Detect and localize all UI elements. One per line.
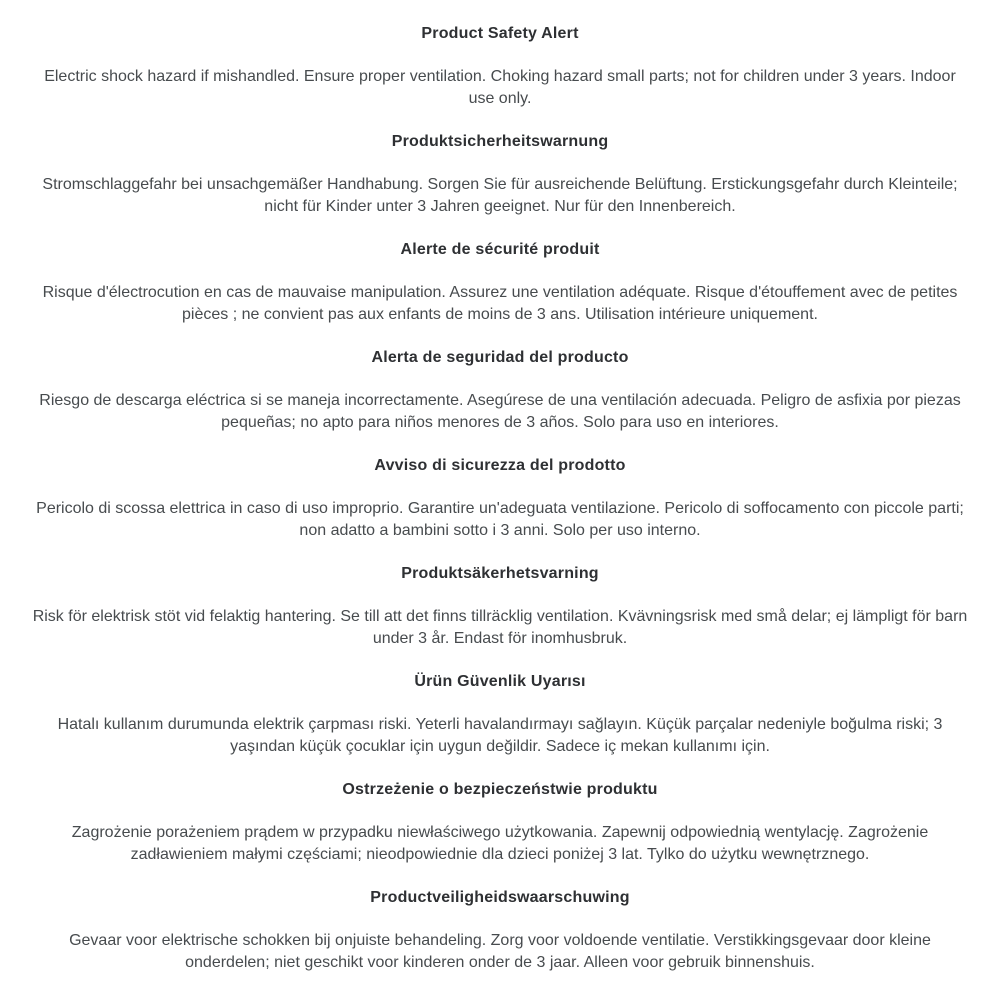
- section-body-english: Electric shock hazard if mishandled. Ensure proper ventilation. Choking hazard small parts; not for children under 3 years. Indoor use only.: [44, 68, 956, 107]
- safety-section-english: [32, 23, 968, 110]
- section-body-german: Stromschlaggefahr bei unsachgemäßer Handhabung. Sorgen Sie für ausreichende Belüftung. Erstickungsgefahr durch Kleinteile; nicht für Kinder unter 3 Jahren geeignet. Nur für den Innenbereich.: [42, 176, 958, 215]
- safety-section-turkish: [32, 671, 968, 758]
- safety-section-german: [32, 131, 968, 218]
- section-heading-italian: Avviso di sicurezza del prodotto: [374, 457, 626, 474]
- section-body-italian: Pericolo di scossa elettrica in caso di uso improprio. Garantire un'adeguata ventilazione. Pericolo di soffocamento con piccole parti; non adatto a bambini sotto i 3 anni. Solo per uso interno.: [36, 500, 964, 539]
- safety-section-french: [32, 239, 968, 326]
- safety-section-dutch: [32, 887, 968, 974]
- section-heading-german: Produktsicherheitswarnung: [391, 133, 609, 150]
- section-heading-turkish: Ürün Güvenlik Uyarısı: [414, 673, 586, 690]
- section-heading-swedish: Produktsäkerhetsvarning: [401, 565, 599, 582]
- section-body-polish: Zagrożenie porażeniem prądem w przypadku niewłaściwego użytkowania. Zapewnij odpowiednią wentylację. Zagrożenie zadławieniem małymi częściami; nieodpowiednie dla dzieci poniżej 3 lat. Tylko do użytku wewnętrznego.: [71, 824, 929, 863]
- section-body-turkish: Hatalı kullanım durumunda elektrik çarpması riski. Yeterli havalandırmayı sağlayın. Küçük parçalar nedeniyle boğulma riski; 3 yaşından küçük çocuklar için uygun değildir. Sadece iç mekan kullanımı için.: [57, 716, 943, 755]
- section-heading-spanish: Alerta de seguridad del producto: [371, 349, 629, 366]
- section-body-spanish: Riesgo de descarga eléctrica si se maneja incorrectamente. Asegúrese de una ventilación adecuada. Peligro de asfixia por piezas pequeñas; no apto para niños menores de 3 años. Solo para uso en interiores.: [39, 392, 961, 431]
- section-heading-french: Alerte de sécurité produit: [400, 241, 600, 258]
- safety-section-spanish: [32, 347, 968, 434]
- safety-section-polish: [32, 779, 968, 866]
- section-body-french: Risque d'électrocution en cas de mauvaise manipulation. Assurez une ventilation adéquate. Risque d'étouffement avec de petites pièces ; ne convient pas aux enfants de moins de 3 ans. Utilisation intérieure uniquement.: [42, 284, 958, 323]
- section-heading-polish: Ostrzeżenie o bezpieczeństwie produktu: [342, 781, 658, 798]
- section-body-dutch: Gevaar voor elektrische schokken bij onjuiste behandeling. Zorg voor voldoende ventilatie. Verstikkingsgevaar door kleine onderdelen; niet geschikt voor kinderen onder de 3 jaar. Alleen voor gebruik binnenshuis.: [69, 932, 931, 971]
- safety-section-italian: [32, 455, 968, 542]
- section-heading-dutch: Productveiligheidswaarschuwing: [370, 889, 630, 906]
- section-heading-english: Product Safety Alert: [421, 25, 579, 42]
- section-body-swedish: Risk för elektrisk stöt vid felaktig hantering. Se till att det finns tillräcklig ventilation. Kvävningsrisk med små delar; ej lämpligt för barn under 3 år. Endast för inomhusbruk.: [32, 608, 968, 647]
- safety-section-swedish: [32, 563, 968, 650]
